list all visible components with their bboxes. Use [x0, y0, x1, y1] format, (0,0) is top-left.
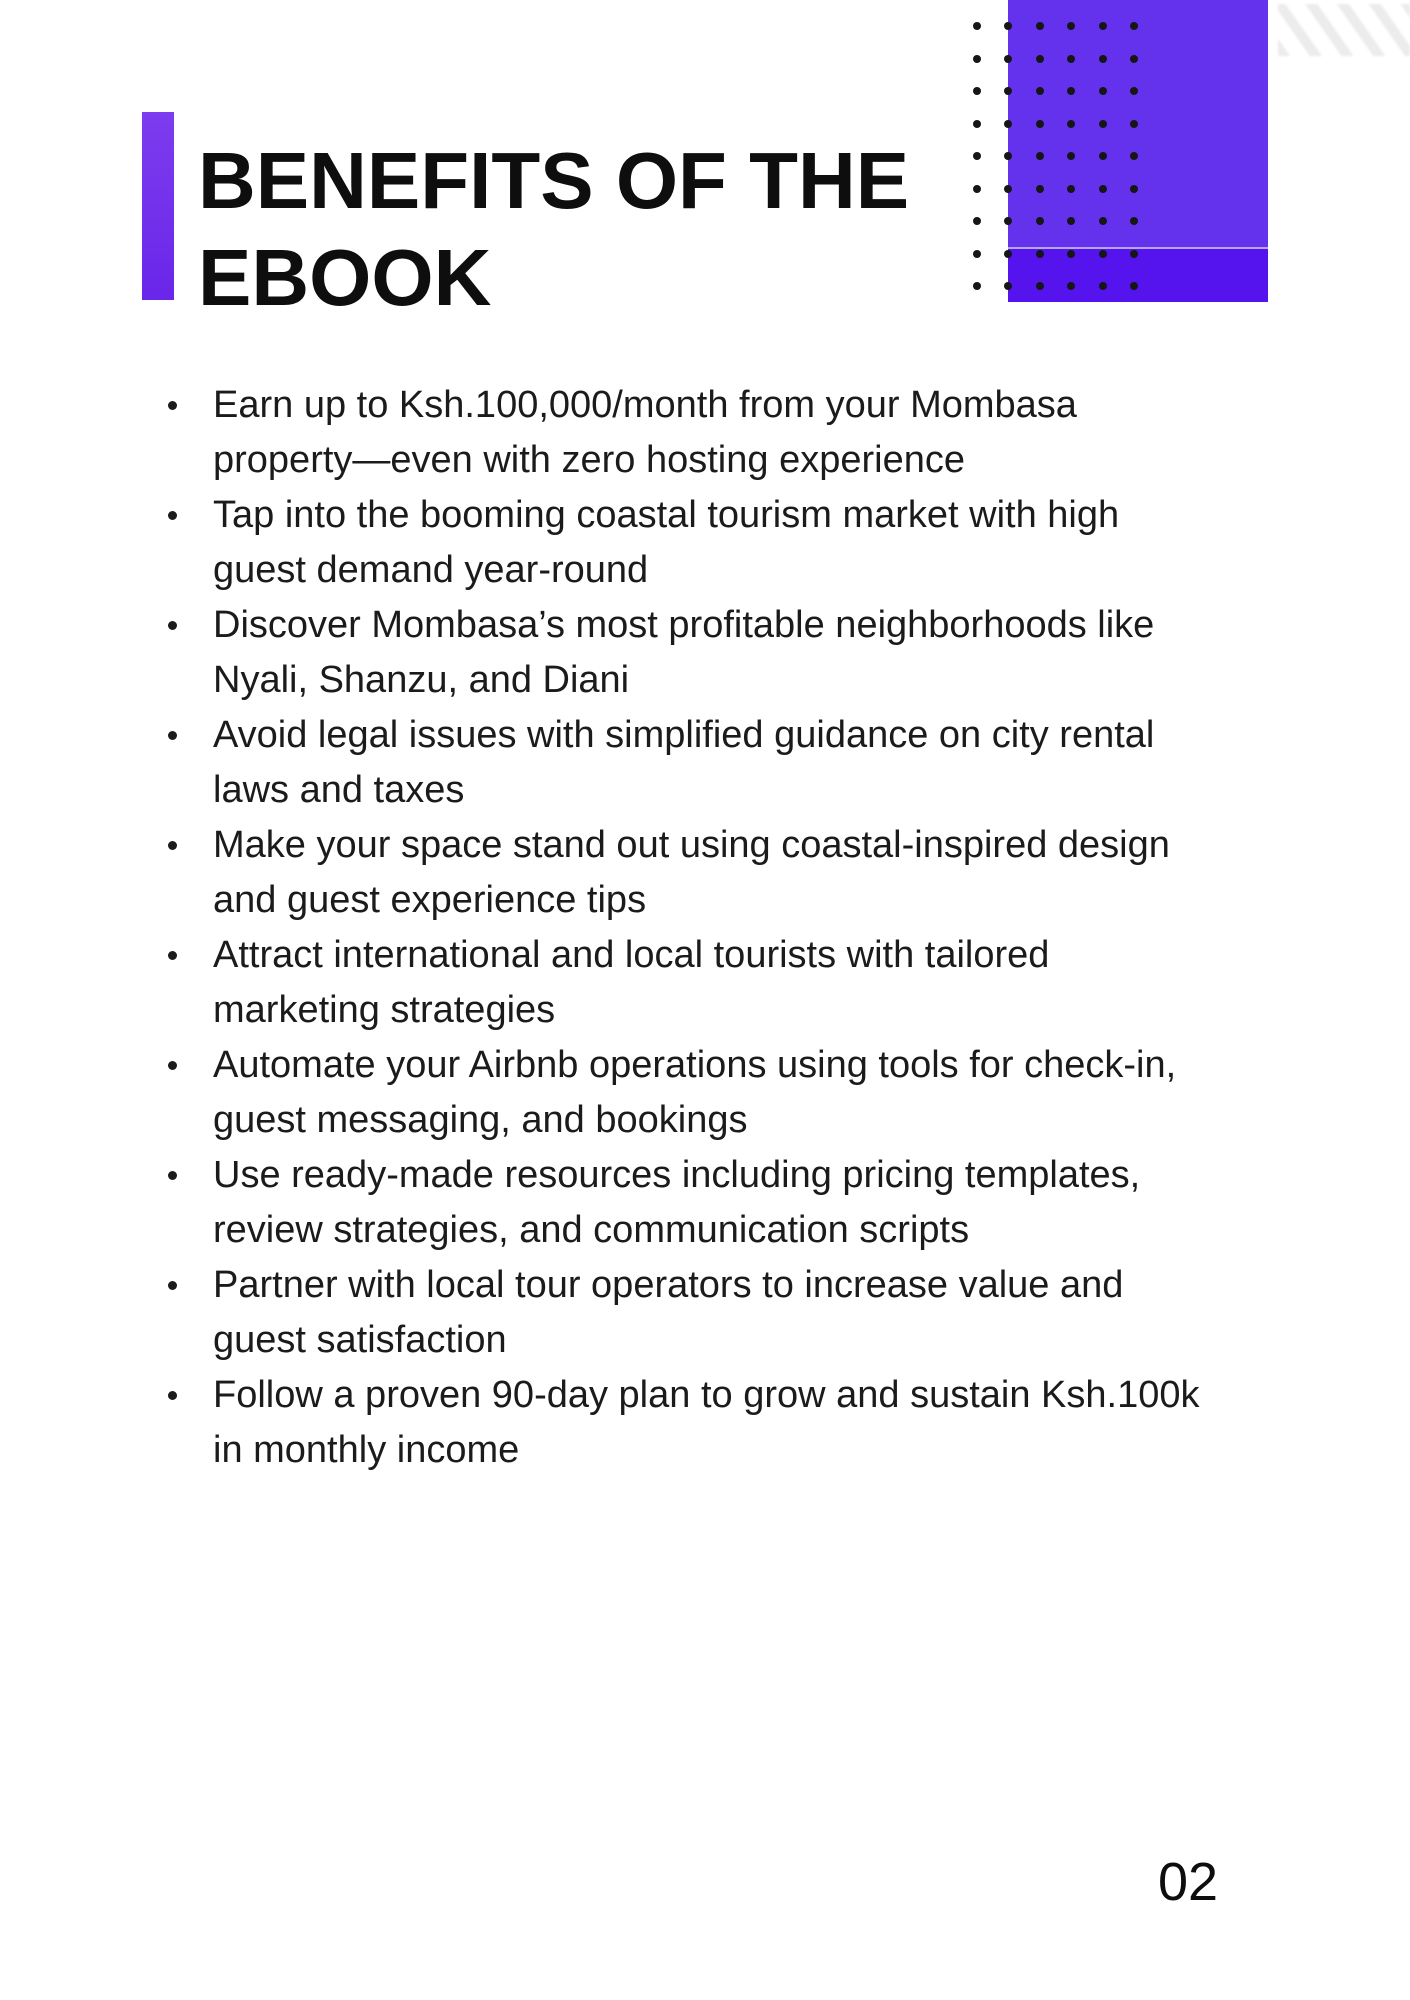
dot	[1099, 55, 1107, 63]
dot	[1067, 217, 1075, 225]
dot	[1130, 185, 1138, 193]
list-item: Follow a proven 90-day plan to grow and sustain Ksh.100k in monthly income	[168, 1368, 1218, 1478]
dot	[1067, 250, 1075, 258]
watermark-artifact	[1278, 4, 1410, 56]
dot	[1004, 87, 1012, 95]
dot	[973, 55, 981, 63]
dot	[1036, 22, 1044, 30]
dot	[1067, 152, 1075, 160]
dot	[973, 185, 981, 193]
list-item: Discover Mombasa’s most profitable neighborhoods like Nyali, Shanzu, and Diani	[168, 598, 1218, 708]
dot	[1067, 22, 1075, 30]
list-item: Avoid legal issues with simplified guidance on city rental laws and taxes	[168, 708, 1218, 818]
dot	[1004, 250, 1012, 258]
dot	[1099, 152, 1107, 160]
dot	[1036, 250, 1044, 258]
dot	[1004, 217, 1012, 225]
list-item: Make your space stand out using coastal-inspired design and guest experience tips	[168, 818, 1218, 928]
page-title: BENEFITS OF THE EBOOK	[198, 136, 910, 322]
dot	[973, 120, 981, 128]
dot	[1036, 217, 1044, 225]
dot	[1004, 22, 1012, 30]
dot	[1130, 87, 1138, 95]
benefits-list	[168, 378, 1218, 1478]
list-item: Earn up to Ksh.100,000/month from your Mombasa property—even with zero hosting experience	[168, 378, 1218, 488]
dot	[1099, 282, 1107, 290]
dot	[973, 217, 981, 225]
dot	[1130, 120, 1138, 128]
dot	[1004, 282, 1012, 290]
dot	[1067, 120, 1075, 128]
dot	[1036, 282, 1044, 290]
dot	[1004, 185, 1012, 193]
dot	[1099, 120, 1107, 128]
dot	[1130, 152, 1138, 160]
page-number: 02	[1158, 1852, 1219, 1912]
dot	[1099, 22, 1107, 30]
dot	[973, 152, 981, 160]
dot	[1099, 217, 1107, 225]
dot	[1067, 55, 1075, 63]
dot	[1067, 282, 1075, 290]
title-accent-bar	[142, 112, 174, 300]
dot	[1130, 217, 1138, 225]
dot	[1067, 185, 1075, 193]
dot	[1036, 55, 1044, 63]
dot	[973, 250, 981, 258]
dot	[1067, 87, 1075, 95]
list-item: Tap into the booming coastal tourism market with high guest demand year-round	[168, 488, 1218, 598]
dot	[973, 87, 981, 95]
dot	[1004, 152, 1012, 160]
dot	[1036, 120, 1044, 128]
dot	[1099, 250, 1107, 258]
list-item: Attract international and local tourists with tailored marketing strategies	[168, 928, 1218, 1038]
list-item: Automate your Airbnb operations using tools for check-in, guest messaging, and bookings	[168, 1038, 1218, 1148]
dot	[1036, 87, 1044, 95]
dot-grid	[973, 22, 1143, 322]
dot	[1130, 22, 1138, 30]
dot	[973, 22, 981, 30]
dot	[1099, 185, 1107, 193]
list-item: Partner with local tour operators to increase value and guest satisfaction	[168, 1258, 1218, 1368]
dot	[1130, 250, 1138, 258]
dot	[1004, 120, 1012, 128]
dot	[1004, 55, 1012, 63]
list-item: Use ready-made resources including pricing templates, review strategies, and communication scripts	[168, 1148, 1218, 1258]
dot	[973, 282, 981, 290]
dot	[1036, 185, 1044, 193]
dot	[1130, 282, 1138, 290]
dot	[1099, 87, 1107, 95]
dot	[1036, 152, 1044, 160]
dot	[1130, 55, 1138, 63]
